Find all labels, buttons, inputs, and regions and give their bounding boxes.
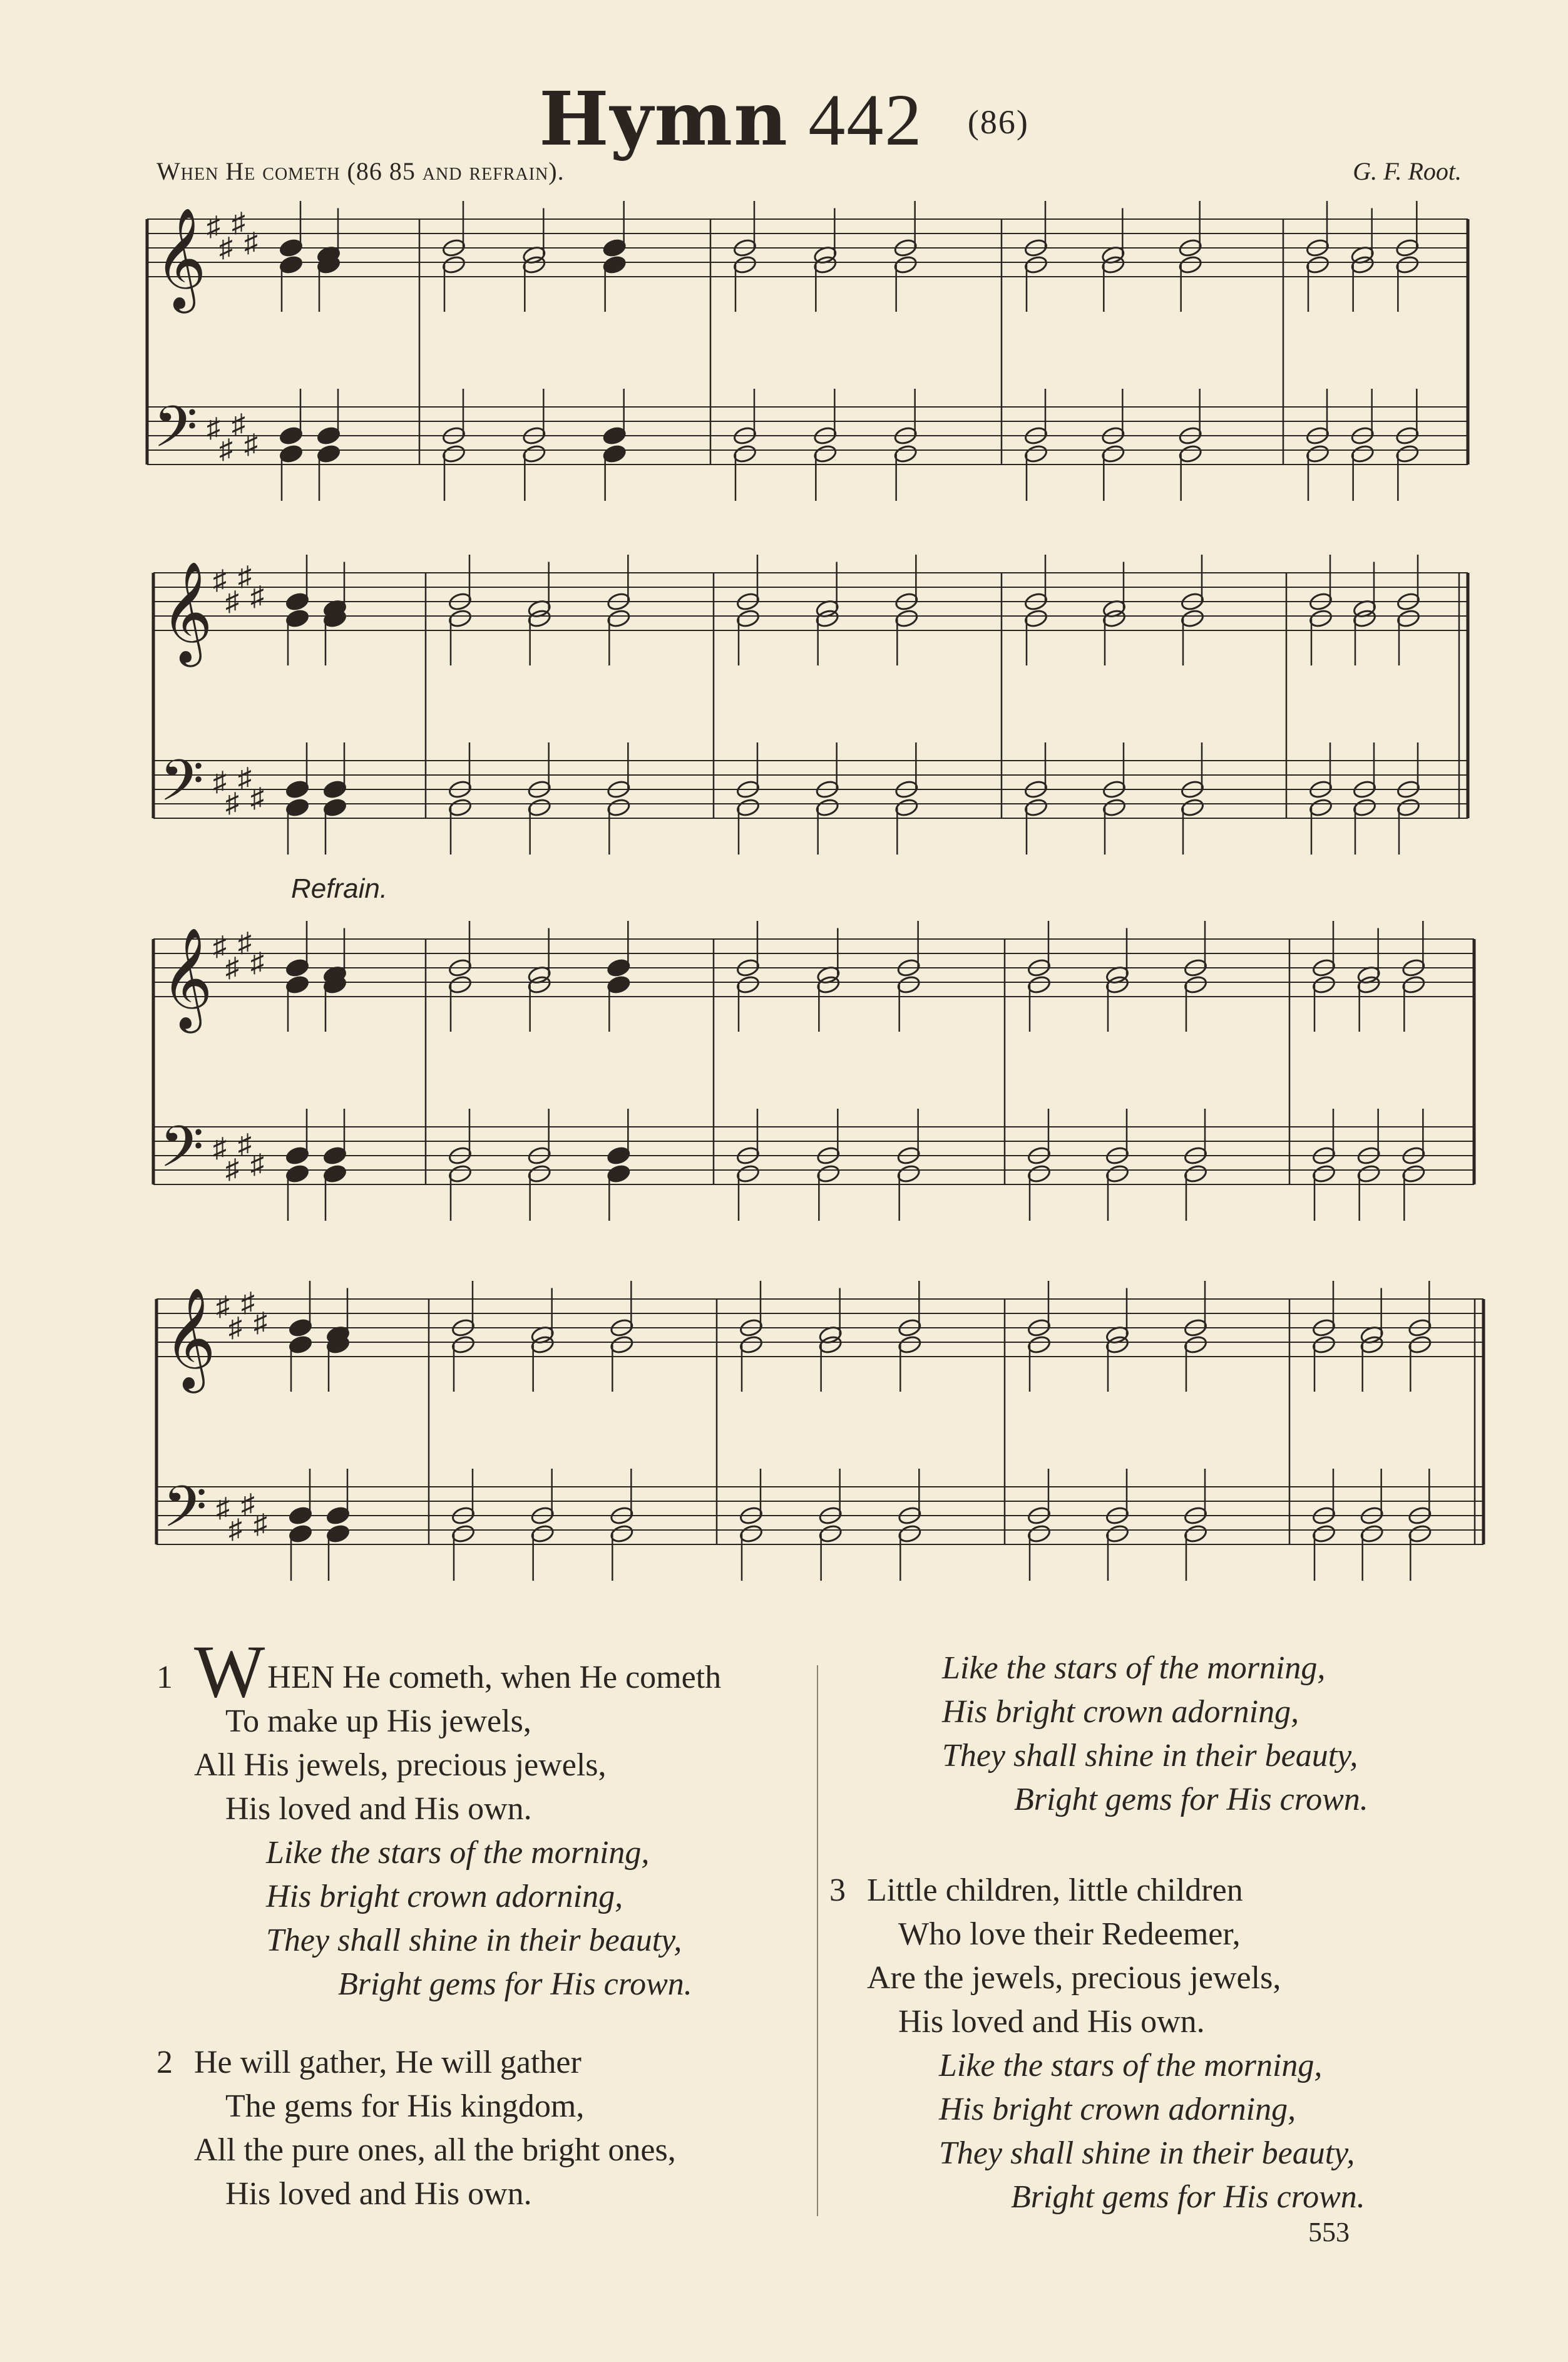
sharp-sign: ♯ bbox=[225, 788, 239, 818]
verse-number: 1 bbox=[156, 1660, 173, 1695]
verse-line: His loved and His own. bbox=[225, 2176, 532, 2212]
sharp-sign: ♯ bbox=[216, 1492, 230, 1523]
verse-number: 3 bbox=[829, 1872, 846, 1908]
sharp-sign: ♯ bbox=[213, 1132, 227, 1163]
sharp-sign: ♯ bbox=[228, 1312, 242, 1343]
sharp-sign: ♯ bbox=[241, 1287, 255, 1318]
chorus-line: His bright crown adorning, bbox=[942, 1694, 1299, 1730]
sharp-sign: ♯ bbox=[219, 434, 233, 465]
verse-line: All the pure ones, all the bright ones, bbox=[194, 2132, 676, 2168]
treble-clef: 𝄞 bbox=[155, 207, 207, 309]
chorus-line: His bright crown adorning, bbox=[266, 1879, 623, 1914]
sharp-sign: ♯ bbox=[238, 1129, 252, 1159]
sharp-sign: ♯ bbox=[238, 561, 252, 592]
chorus-line: Bright gems for His crown. bbox=[1014, 1782, 1368, 1817]
sharp-sign: ♯ bbox=[225, 952, 239, 983]
verse-line: Are the jewels, precious jewels, bbox=[867, 1960, 1281, 1996]
hymn-number: 442 bbox=[808, 79, 923, 161]
drop-cap: W bbox=[194, 1630, 265, 1713]
sharp-sign: ♯ bbox=[250, 947, 264, 978]
verse-line bbox=[829, 1869, 1365, 1913]
chorus-line: Like the stars of the morning, bbox=[266, 1835, 650, 1871]
bass-clef: 𝄢 bbox=[160, 747, 204, 828]
sharp-sign: ♯ bbox=[250, 783, 264, 813]
verse-line: All His jewels, precious jewels, bbox=[194, 1747, 607, 1783]
chorus-line: They shall shine in their beauty, bbox=[942, 1738, 1358, 1774]
sharp-sign: ♯ bbox=[219, 232, 233, 263]
chorus-line: His bright crown adorning, bbox=[939, 2092, 1296, 2127]
sharp-sign: ♯ bbox=[225, 1154, 239, 1184]
sharp-sign: ♯ bbox=[213, 766, 227, 797]
sharp-sign: ♯ bbox=[244, 227, 258, 258]
verse-line: Who love their Redeemer, bbox=[898, 1916, 1241, 1952]
column-divider bbox=[817, 1665, 818, 2216]
chorus-line: Like the stars of the morning, bbox=[939, 2048, 1323, 2083]
sharp-sign: ♯ bbox=[207, 211, 220, 242]
verse-text: Little children, little children bbox=[867, 1872, 1243, 1908]
verse-line bbox=[156, 2041, 676, 2085]
sharp-sign: ♯ bbox=[228, 1514, 242, 1544]
verse-1 bbox=[156, 1630, 722, 2006]
tune-name: When He cometh (86 85 and refrain). bbox=[156, 157, 565, 185]
sharp-sign: ♯ bbox=[250, 581, 264, 612]
treble-clef: 𝄞 bbox=[161, 927, 213, 1029]
chorus-line: Bright gems for His crown. bbox=[1011, 2179, 1365, 2215]
verse-line bbox=[156, 1630, 722, 1713]
chorus-line: Bright gems for His crown. bbox=[338, 1966, 692, 2002]
sharp-sign: ♯ bbox=[225, 586, 239, 617]
verse-2-chorus bbox=[942, 1646, 1368, 1822]
verse-line: His loved and His own. bbox=[898, 2004, 1205, 2040]
sharp-sign: ♯ bbox=[254, 1307, 267, 1338]
sharp-sign: ♯ bbox=[238, 763, 252, 793]
sharp-sign: ♯ bbox=[213, 931, 227, 962]
hymn-reference: (86) bbox=[967, 103, 1029, 141]
verse-text: He will gather, He will gather bbox=[194, 2045, 582, 2080]
chorus-line: Like the stars of the morning, bbox=[942, 1650, 1326, 1686]
verse-text: HEN He cometh, when He cometh bbox=[267, 1660, 722, 1695]
sharp-sign: ♯ bbox=[232, 409, 245, 439]
verse-line: His loved and His own. bbox=[225, 1791, 532, 1827]
verse-line: To make up His jewels, bbox=[225, 1703, 531, 1739]
treble-clef: 𝄞 bbox=[164, 1287, 216, 1389]
bass-clef: 𝄢 bbox=[160, 1114, 204, 1194]
bass-clef: 𝄢 bbox=[163, 1474, 207, 1554]
hymn-word: Hymn bbox=[539, 75, 789, 162]
verse-number: 2 bbox=[156, 2045, 173, 2080]
chorus-line: They shall shine in their beauty, bbox=[266, 1923, 682, 1958]
sharp-sign: ♯ bbox=[216, 1291, 230, 1322]
refrain-label: Refrain. bbox=[291, 873, 388, 904]
sharp-sign: ♯ bbox=[254, 1509, 267, 1539]
verse-2 bbox=[156, 2041, 676, 2216]
sharp-sign: ♯ bbox=[244, 429, 258, 460]
verse-line: The gems for His kingdom, bbox=[225, 2088, 585, 2124]
sharp-sign: ♯ bbox=[213, 565, 227, 595]
composer: G. F. Root. bbox=[1353, 157, 1462, 185]
treble-clef: 𝄞 bbox=[161, 561, 213, 663]
sharp-sign: ♯ bbox=[241, 1489, 255, 1519]
page-number: 553 bbox=[1308, 2217, 1350, 2247]
sharp-sign: ♯ bbox=[238, 927, 252, 958]
sharp-sign: ♯ bbox=[250, 1149, 264, 1179]
verse-3 bbox=[829, 1869, 1365, 2219]
bass-clef: 𝄢 bbox=[153, 394, 198, 474]
chorus-line: They shall shine in their beauty, bbox=[939, 2135, 1355, 2171]
sharp-sign: ♯ bbox=[207, 413, 220, 443]
sharp-sign: ♯ bbox=[232, 207, 245, 238]
